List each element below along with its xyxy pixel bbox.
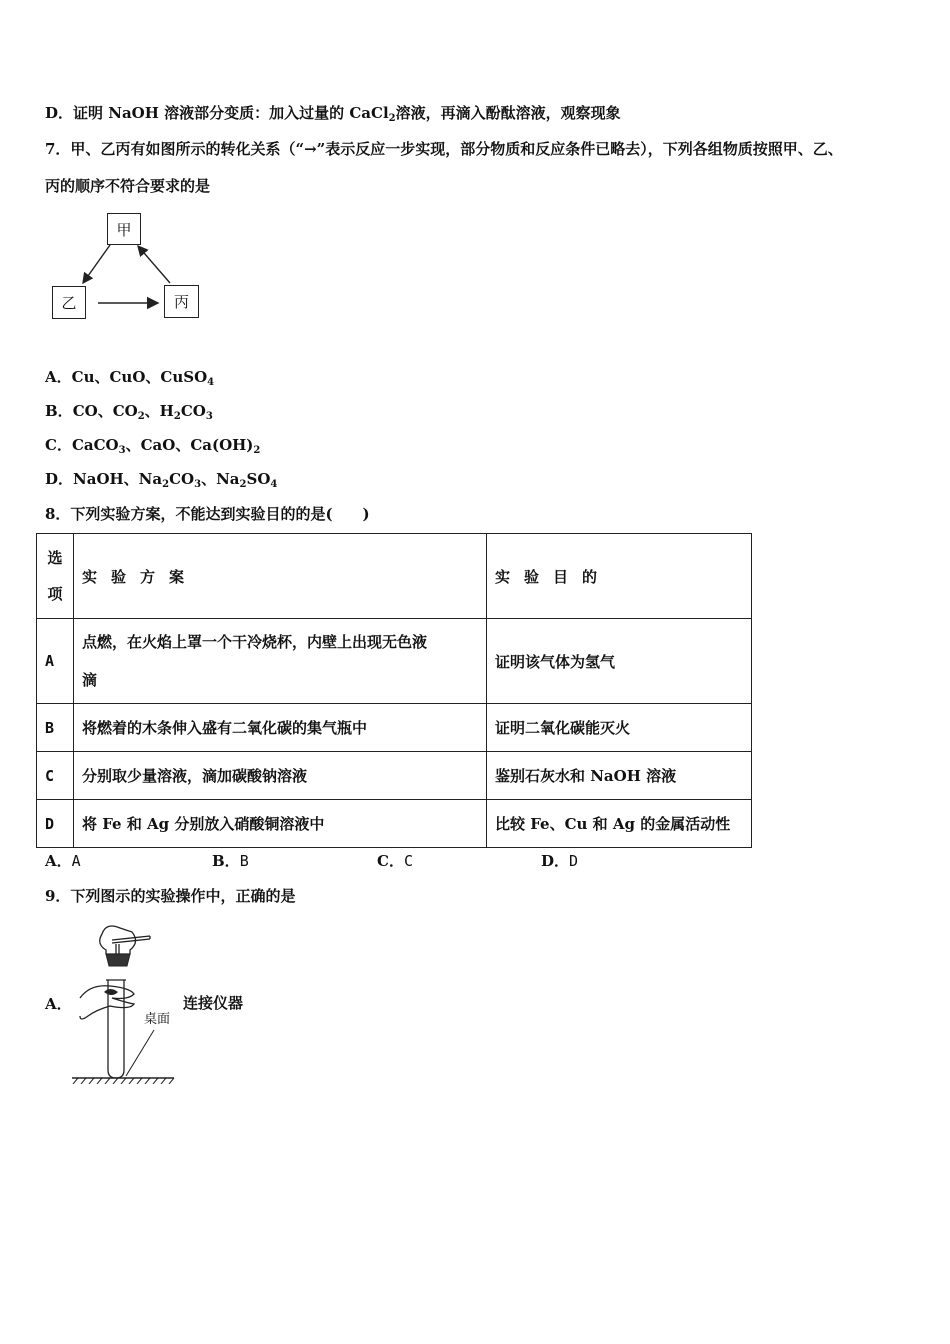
node-yi: 乙 [52, 286, 86, 319]
q7-option-b: B．CO、$CO_2$、$H_2CO_3$ [45, 402, 213, 422]
node-bing: 丙 [164, 285, 199, 318]
row-key: A [37, 619, 74, 704]
row-key: D [37, 800, 74, 848]
table-row [37, 752, 752, 800]
q8-answer-b: B．B [212, 852, 249, 870]
q8-stem: 8．下列实验方案，不能达到实验目的的是( ) [45, 505, 370, 523]
row-plan: 分别取少量溶液，滴加碳酸钠溶液 [74, 752, 487, 800]
node-jia: 甲 [107, 213, 141, 245]
table-row [37, 704, 752, 752]
arrow-bing-to-jia [138, 246, 170, 283]
q9-option-a-letter: A． [45, 995, 72, 1013]
q8-answer-d: D．D [541, 852, 579, 870]
q8-answer-c: C．C [377, 852, 413, 870]
q7-option-a: A．Cu、CuO、CuSO$_4$ [45, 368, 215, 388]
header-goal: 实验目的 [487, 534, 752, 619]
q7-arrows [0, 0, 950, 400]
q9-option-a-caption: 连接仪器 [183, 994, 244, 1012]
row-key: B [37, 704, 74, 752]
q7-stem-line1: 7．甲、乙丙有如图所示的转化关系（“→”表示反应一步实现，部分物质和反应条件已略去），下列各组物质按照甲、乙、 [45, 140, 843, 158]
q8-answer-a: A．A [45, 852, 81, 870]
rubber-stopper [106, 954, 130, 966]
row-key: C [37, 752, 74, 800]
row-plan: 点燃，在火焰上罩一个干冷烧杯，内壁上出现无色液 滴 [74, 619, 487, 704]
table-row [37, 800, 752, 848]
q9-stem: 9．下列图示的实验操作中，正确的是 [45, 887, 296, 905]
table-header-row [37, 534, 752, 619]
table-row [37, 619, 752, 704]
table-label: 桌面 [144, 1012, 171, 1027]
q7-option-c: C．CaCO$_3$、CaO、$Ca(OH)_2$ [45, 436, 261, 456]
row-plan: 将燃着的木条伸入盛有二氧化碳的集气瓶中 [74, 704, 487, 752]
arrow-jia-to-yi [83, 245, 110, 283]
q7-stem-line2: 丙的顺序不符合要求的是 [45, 177, 211, 195]
header-plan: 实验方案 [74, 534, 487, 619]
row-goal: 鉴别石灰水和 NaOH 溶液 [487, 752, 752, 800]
row-goal: 比较 Fe、Cu 和 Ag 的金属活动性 [487, 800, 752, 848]
row-plan: 将 Fe 和 Ag 分别放入硝酸铜溶液中 [74, 800, 487, 848]
q7-option-d: D．NaOH、$Na_2CO_3$、$Na_2SO_4$ [45, 470, 278, 490]
experiment-table [36, 533, 752, 848]
test-tube-figure [70, 918, 180, 1084]
q6-option-d: D．证明 NaOH 溶液部分变质：加入过量的 CaCl$_2$溶液，再滴入酚酞溶液，观察现象 [45, 104, 621, 124]
row-goal: 证明二氧化碳能灭火 [487, 704, 752, 752]
header-option: 选 项 [37, 534, 74, 619]
row-goal: 证明该气体为氢气 [487, 619, 752, 704]
